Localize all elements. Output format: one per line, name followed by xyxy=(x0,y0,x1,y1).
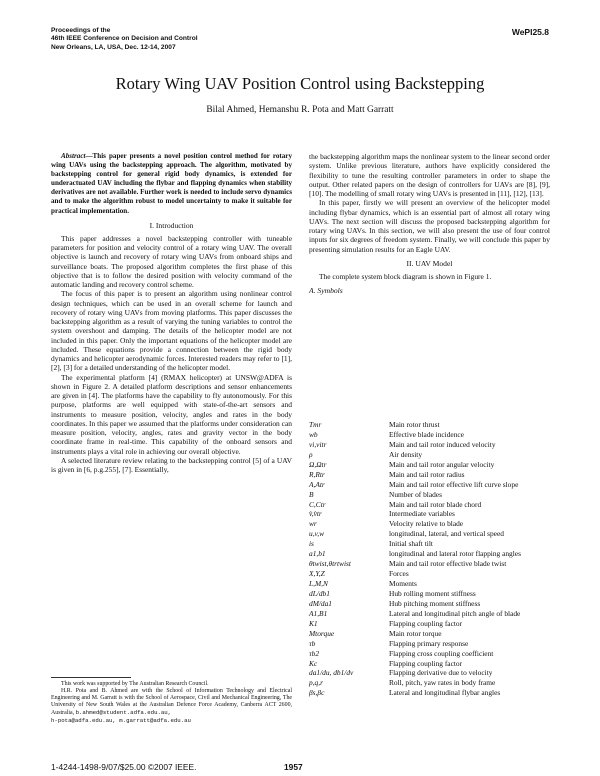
symbol-row xyxy=(309,619,550,629)
symbol: v̂,v̂tr xyxy=(309,509,322,519)
symbol: τb2 xyxy=(309,648,320,658)
symbol-row xyxy=(309,629,550,639)
footnote xyxy=(51,677,292,724)
symbol: Ω,Ωtr xyxy=(309,459,327,469)
section2-intro: The complete system block diagram is shown in Figure 1. xyxy=(319,272,492,281)
body-paragraph: In this paper, firstly we will present an overview of the helicopter model including flybar dynamics, which is an essential part of almost all rotary wing UAVs. The next section will discuss the proposed backstepping algorithm for rotary wing UAVs. In this section, we will also present the use of four control inputs for six degrees of freedom system. Finally, we will conclude this paper by presenting simulation results for an Eagle UAV. xyxy=(309,198,550,254)
symbol-description: Flapping primary response xyxy=(389,638,469,648)
symbol-description: Hub rolling moment stiffness xyxy=(389,588,476,598)
symbol: u,v,w xyxy=(309,529,325,539)
symbol-row xyxy=(309,460,550,470)
symbol-row xyxy=(309,579,550,589)
symbol: τb xyxy=(309,638,316,648)
symbol-description: Initial shaft tilt xyxy=(389,539,433,549)
body-paragraph: the backstepping algorithm maps the nonlinear system to the linear second order system. Unlike previous literature, authors have explicitly considered the flexibility to tune the resulting controller parameters in order to shape the output. Other related papers on the design of controllers for UAVs are [8], [9], [10]. The modelling of small rotary wing UAVs is presented in [11], [12], [13]. xyxy=(309,152,550,198)
symbol: A1,B1 xyxy=(309,608,328,618)
subsection-symbols: A. Symbols xyxy=(309,286,343,296)
symbol: C,Ctr xyxy=(309,499,326,509)
symbol-description: Intermediate variables xyxy=(389,509,455,519)
symbol: K1 xyxy=(309,618,318,628)
symbol: Tmr xyxy=(309,420,322,429)
symbol-row xyxy=(309,649,550,659)
symbol-row xyxy=(309,500,550,510)
symbol: dM/da1 xyxy=(309,598,332,608)
symbol-description: Effective blade incidence xyxy=(389,429,464,439)
symbol-description: Air density xyxy=(389,449,423,459)
symbol: a1,b1 xyxy=(309,549,326,559)
footnote-support: This work was supported by The Australian Research Council. xyxy=(61,681,209,687)
symbol-description: Velocity relative to blade xyxy=(389,519,464,529)
symbol-row xyxy=(309,569,550,579)
symbol-description: Main and tail rotor blade chord xyxy=(389,499,482,509)
symbol: da1/du, db1/dv xyxy=(309,668,354,678)
footer-copyright: 1-4244-1498-9/07/$25.00 ©2007 IEEE. xyxy=(51,762,197,772)
session-code: WePI25.8 xyxy=(511,27,549,37)
symbol: X,Y,Z xyxy=(309,569,325,579)
section-heading-introduction: I. Introduction xyxy=(149,220,194,230)
abstract xyxy=(51,152,292,216)
symbol: p,q,r xyxy=(309,678,323,688)
symbol-description: Moments xyxy=(389,579,417,588)
symbol-description: Main and tail rotor angular velocity xyxy=(389,459,495,469)
header-line: 46th IEEE Conference on Decision and Control xyxy=(51,35,198,43)
symbol: wr xyxy=(309,519,317,529)
symbol-description: Flapping coupling factor xyxy=(389,658,463,668)
symbol: B xyxy=(309,489,314,499)
symbol-description: Main and tail rotor effective lift curve slope xyxy=(389,479,519,489)
symbol-description: Lateral and longitudinal pitch angle of blade xyxy=(389,608,521,618)
symbol-row xyxy=(309,599,550,609)
affiliation-text: H.R. Pota and B. Ahmed are with the School of Information Technology and Electrical Engineering and M. Garratt is with the School of Aerospace, Civil and Mechanical Engineering, The University of New South Wales at the Australian Defence Force Academy, Canberra ACT 2600, Australia, xyxy=(51,688,292,717)
symbol: R,Rtr xyxy=(309,469,325,479)
symbol-row xyxy=(309,480,550,490)
symbol-row xyxy=(309,659,550,669)
symbol: Kc xyxy=(309,658,318,668)
symbol: is xyxy=(309,539,314,549)
symbol-row xyxy=(309,639,550,649)
symbol: vi,vitr xyxy=(309,439,327,449)
symbol-row xyxy=(309,539,550,549)
symbol-description: Flapping coupling factor xyxy=(389,618,463,628)
symbol-row xyxy=(309,450,550,460)
footnote-rule xyxy=(51,677,131,678)
symbol-row xyxy=(309,470,550,480)
symbol-row xyxy=(309,509,550,519)
email-links[interactable]: h-pota@adfa.edu.au, m.garratt@adfa.edu.au xyxy=(51,717,191,725)
section-heading-uav-model: II. UAV Model xyxy=(406,258,453,268)
symbol: ρ xyxy=(309,449,313,459)
intro-paragraph: This paper addresses a novel backstepping controller with tuneable parameters for position and velocity control of a rotary wing UAV. The overall objective is launch and recovery of rotary wing UAVs from onboard ships and surveillance boats. The proposed algorithm completes the first phase of this objective that is to follow the desired position with velocity command of the automatic landing and recovery control scheme. xyxy=(51,233,292,290)
symbol-row xyxy=(309,609,550,619)
symbol-row xyxy=(309,559,550,569)
symbol-row xyxy=(309,549,550,559)
header-line: Proceedings of the xyxy=(51,27,111,34)
symbol-row xyxy=(309,490,550,500)
symbol-row xyxy=(309,519,550,529)
symbol-row xyxy=(309,529,550,539)
symbol-description: Main rotor thrust xyxy=(389,420,440,429)
symbol-description: Flapping cross coupling coefficient xyxy=(389,648,494,658)
symbol-description: Lateral and longitudinal flybar angles xyxy=(389,688,501,698)
paper-title: Rotary Wing UAV Position Control using Backstepping xyxy=(115,74,485,93)
symbols-table xyxy=(309,420,550,698)
intro-paragraph: A selected literature review relating to the backstepping control [5] of a UAV is given in [6, p.g.255], [7]. Essentially, xyxy=(51,455,292,475)
symbol-row xyxy=(309,430,550,440)
abstract-label: Abstract xyxy=(61,152,86,160)
symbol: wb xyxy=(309,429,318,439)
symbol: A,Atr xyxy=(309,479,325,489)
header-line: New Orleans, LA, USA, Dec. 12-14, 2007 xyxy=(51,43,176,51)
abstract-text: —This paper presents a novel position control method for rotary wing UAVs using the backstepping approach. The algorithm, motivated by backstepping control for general rigid body dynamics, is extended for underactuated UAV including the flybar and flapping dynamics when stability derivatives are not available. Further work is needed to include servo dynamics and to make the algorithm robust to model uncertainty to make it suitable for practical implementation. xyxy=(51,152,292,215)
intro-paragraph: The focus of this paper is to present an algorithm using nonlinear control design techniques, which can be used in an overall scheme for launch and recovery of rotary wing UAVs from moving platforms. This paper discusses the backstepping algorithm as a result of varying the tuning variables to control the system overshoot and damping. The details of the helicopter model are not included in this paper. Only the important equations of the helicopter model are included. These equations provide a connection between the rigid body dynamics and helicopter aerodynamic forces. Interested readers may refer to [1], [2], [3] for a detailed understanding of the helicopter model. xyxy=(51,289,292,373)
intro-paragraph: The experimental platform [4] (RMAX helicopter) at UNSW@ADFA is shown in Figure 2. A detailed platform descriptions and sensor enhancements are given in [4]. The platforms have the capability to fly autonomously. For this purpose, platforms are well equipped with state-of-the-art sensors and instruments to measure position, velocity, angles and rates in the body coordinates. In this paper we assumed that the platforms under consideration can measure position, velocity, angles, rates and gravity vector in the body coordinate frame in real-time. This capability of the onboard sensors and instruments plays a vital role in achieving our overall objective. xyxy=(51,372,292,456)
symbol-row xyxy=(309,668,550,678)
right-column xyxy=(309,152,550,302)
symbol-row xyxy=(309,589,550,599)
footnote-affiliation xyxy=(51,688,292,717)
symbol-description: Forces xyxy=(389,569,409,579)
symbol: θtwist,θtrtwist xyxy=(309,559,351,569)
email-link[interactable]: b.ahmed@student.adfa.edu.au, xyxy=(75,709,172,717)
symbol-description: Hub pitching moment stiffness xyxy=(389,598,481,608)
symbol-description: longitudinal, lateral, and vertical speed xyxy=(389,529,504,539)
symbol-description: Main and tail rotor radius xyxy=(389,469,465,479)
symbol: Mtorque xyxy=(309,628,335,638)
symbol-description: Flapping derivative due to velocity xyxy=(389,668,493,678)
symbol: dL/db1 xyxy=(309,588,330,598)
symbol-description: Number of blades xyxy=(389,489,442,499)
left-column xyxy=(51,152,292,474)
symbol: L,M,N xyxy=(309,579,328,588)
page-number: 1957 xyxy=(284,762,303,772)
symbol-description: longitudinal and lateral rotor flapping angles xyxy=(389,549,521,559)
paper-authors: Bilal Ahmed, Hemanshu R. Pota and Matt Garratt xyxy=(206,105,394,115)
symbol-row xyxy=(309,678,550,688)
symbol-row xyxy=(309,440,550,450)
symbol: βs,βc xyxy=(309,688,325,698)
symbol-row xyxy=(309,420,550,430)
symbol-description: Roll, pitch, yaw rates in body frame xyxy=(389,678,496,688)
symbol-row xyxy=(309,688,550,698)
symbol-description: Main and tail rotor effective blade twist xyxy=(389,559,507,569)
proceedings-header xyxy=(51,27,198,52)
symbol-description: Main rotor torque xyxy=(389,628,442,638)
symbol-description: Main and tail rotor induced velocity xyxy=(389,439,496,449)
